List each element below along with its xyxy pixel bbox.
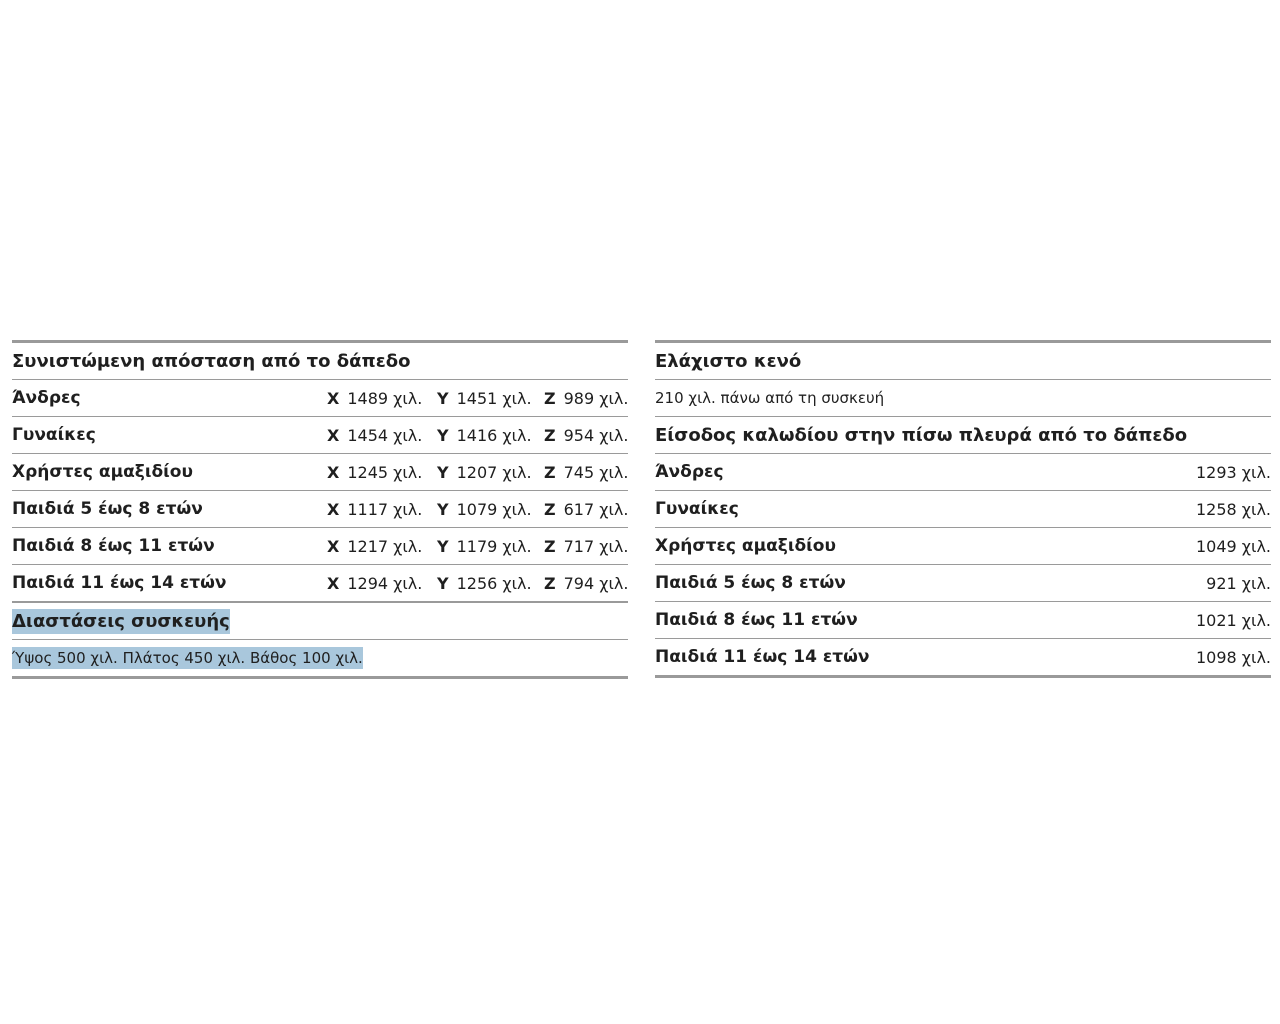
row-label: Παιδιά 11 έως 14 ετών bbox=[655, 647, 870, 667]
cable-entry-title: Είσοδος καλωδίου στην πίσω πλευρά από το δάπεδο bbox=[655, 424, 1188, 446]
row-label: Άνδρες bbox=[12, 388, 81, 408]
row-label: Άνδρες bbox=[655, 462, 724, 482]
x-measure: X 1294 χιλ. bbox=[327, 573, 423, 593]
z-measure: Z 745 χιλ. bbox=[544, 462, 629, 482]
cable-entry-header bbox=[655, 417, 1271, 454]
table-header bbox=[12, 343, 628, 380]
row-value: 1258 χιλ. bbox=[1195, 499, 1271, 519]
row-label: Χρήστες αμαξιδίου bbox=[655, 536, 836, 556]
row-label: Παιδιά 11 έως 14 ετών bbox=[12, 573, 227, 593]
min-gap-text: 210 χιλ. πάνω από τη συσκευή bbox=[655, 389, 885, 407]
row-label: Παιδιά 5 έως 8 ετών bbox=[12, 499, 203, 519]
table-row bbox=[12, 417, 628, 454]
x-measure: X 1489 χιλ. bbox=[327, 388, 423, 408]
min-gap-header bbox=[655, 343, 1271, 380]
row-value: 1293 χιλ. bbox=[1195, 462, 1271, 482]
device-dimensions-title: Διαστάσεις συσκευής bbox=[12, 610, 230, 632]
table-row bbox=[655, 491, 1271, 528]
device-dimensions-text: Ύψος 500 χιλ. Πλάτος 450 χιλ. Βάθος 100 χιλ. bbox=[12, 649, 363, 667]
table-bottom-rule bbox=[655, 675, 1271, 678]
table-row bbox=[12, 528, 628, 565]
x-measure: X 1117 χιλ. bbox=[327, 499, 423, 519]
table-row bbox=[12, 565, 628, 601]
z-measure: Z 989 χιλ. bbox=[544, 388, 629, 408]
min-gap-row bbox=[655, 380, 1271, 417]
y-measure: Y 1207 χιλ. bbox=[437, 462, 532, 482]
z-measure: Z 617 χιλ. bbox=[544, 499, 629, 519]
table-row bbox=[12, 491, 628, 528]
x-measure: X 1217 χιλ. bbox=[327, 536, 423, 556]
recommended-distance-table bbox=[12, 340, 628, 679]
device-dimensions-row bbox=[12, 640, 628, 676]
row-label: Γυναίκες bbox=[12, 425, 96, 445]
table-row bbox=[655, 528, 1271, 565]
table-bottom-rule bbox=[12, 676, 628, 679]
table-row bbox=[655, 565, 1271, 602]
recommended-distance-title: Συνιστώμενη απόσταση από το δάπεδο bbox=[12, 350, 411, 372]
row-value: 1098 χιλ. bbox=[1195, 647, 1271, 667]
row-label: Παιδιά 5 έως 8 ετών bbox=[655, 573, 846, 593]
row-label: Παιδιά 8 έως 11 ετών bbox=[655, 610, 858, 630]
device-dimensions-header bbox=[12, 601, 628, 640]
y-measure: Y 1179 χιλ. bbox=[437, 536, 532, 556]
y-measure: Y 1256 χιλ. bbox=[437, 573, 532, 593]
y-measure: Y 1416 χιλ. bbox=[437, 425, 532, 445]
y-measure: Y 1079 χιλ. bbox=[437, 499, 532, 519]
row-value: 921 χιλ. bbox=[1206, 573, 1271, 593]
x-measure: X 1454 χιλ. bbox=[327, 425, 423, 445]
min-gap-title: Ελάχιστο κενό bbox=[655, 350, 802, 372]
table-row bbox=[655, 602, 1271, 639]
z-measure: Z 794 χιλ. bbox=[544, 573, 629, 593]
table-row bbox=[12, 380, 628, 417]
clearance-and-cable-table bbox=[655, 340, 1271, 678]
row-value: 1049 χιλ. bbox=[1195, 536, 1271, 556]
x-measure: X 1245 χιλ. bbox=[327, 462, 423, 482]
table-row bbox=[655, 454, 1271, 491]
row-value: 1021 χιλ. bbox=[1195, 610, 1271, 630]
row-label: Παιδιά 8 έως 11 ετών bbox=[12, 536, 215, 556]
row-label: Γυναίκες bbox=[655, 499, 739, 519]
z-measure: Z 954 χιλ. bbox=[544, 425, 629, 445]
table-row bbox=[655, 639, 1271, 675]
y-measure: Y 1451 χιλ. bbox=[437, 388, 532, 408]
table-row bbox=[12, 454, 628, 491]
row-label: Χρήστες αμαξιδίου bbox=[12, 462, 193, 482]
z-measure: Z 717 χιλ. bbox=[544, 536, 629, 556]
